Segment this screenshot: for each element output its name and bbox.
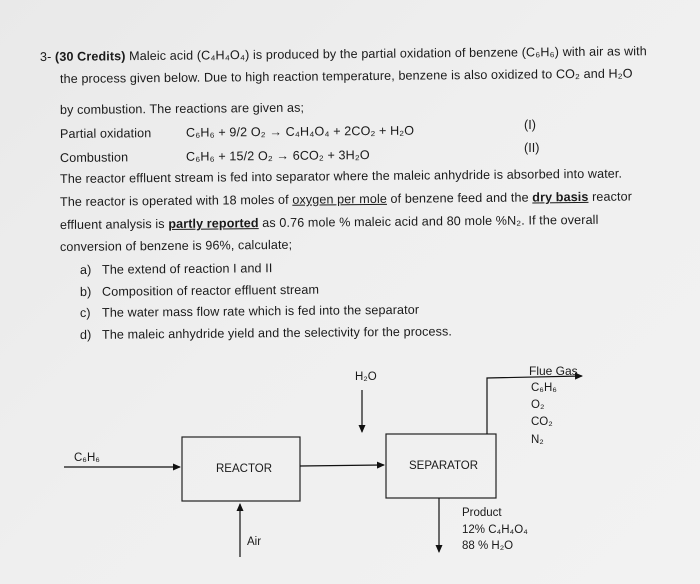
air-label: Air — [247, 536, 262, 548]
intro-text-1: Maleic acid (C₄H₄O₄) is produced by the partial oxidation of benzene (C₆H₆) with air as with — [129, 44, 647, 64]
intro-text-3: by combustion. The reactions are given as; — [59, 100, 305, 117]
separator-label: SEPARATOR — [409, 460, 479, 472]
reaction-equation: C₆H₆ + 9/2 O₂ → C₄H₄O₄ + 2CO₂ + H₂O — [185, 123, 415, 140]
para4-text: conversion of benzene is 96%, calculate; — [59, 237, 293, 254]
product-component: 88 % H₂O — [462, 540, 514, 552]
flue-gas-component: CO₂ — [531, 416, 553, 428]
item-letter: d) — [79, 327, 92, 342]
para2-underlined: oxygen per mole — [292, 191, 387, 207]
reaction-name: Partial oxidation — [59, 126, 152, 141]
flue-gas-component: N₂ — [531, 434, 544, 446]
item-letter: a) — [79, 262, 92, 277]
para3-text-a: effluent analysis is — [59, 216, 169, 232]
flue-gas-title: Flue Gas — [529, 364, 578, 378]
effluent-stream-arrow — [300, 465, 384, 466]
problem-number: 3- — [39, 49, 52, 64]
feed-label: C₆H₆ — [74, 452, 100, 464]
product-component: 12% C₄H₄O₄ — [462, 524, 528, 536]
item-text: Composition of reactor effluent stream — [101, 282, 320, 299]
para3-text-b: as 0.76 mole % maleic acid and 80 mole %N₂. If the overall — [258, 212, 599, 231]
reaction-tag: (II) — [524, 141, 540, 155]
reactor-label: REACTOR — [216, 463, 273, 475]
flue-gas-component: O₂ — [531, 399, 545, 411]
product-title: Product — [462, 507, 502, 519]
item-text: The extend of reaction I and II — [101, 261, 273, 277]
item-text: The maleic anhydride yield and the selectivity for the process. — [101, 324, 453, 342]
para2-bold: dry basis — [532, 189, 589, 205]
water-label: H₂O — [355, 371, 377, 383]
para2-text-a: The reactor is operated with 18 moles of — [59, 192, 293, 209]
item-text: The water mass flow rate which is fed into the separator — [101, 302, 420, 320]
reaction-tag: (I) — [524, 118, 536, 132]
flue-gas-component: C₆H₆ — [531, 382, 557, 394]
reaction-equation: C₆H₆ + 15/2 O₂ → 6CO₂ + 3H₂O — [185, 148, 370, 164]
para1-text: The reactor effluent stream is fed into separator where the maleic anhydride is absorbed into water. — [59, 166, 623, 186]
para3-bold: partly reported — [168, 216, 259, 231]
para2-text-b: of benzene feed and the — [386, 190, 533, 206]
intro-text-2: the process given below. Due to high reaction temperature, benzene is also oxidized to CO₂ and H₂O — [59, 66, 633, 86]
reaction-name: Combustion — [59, 150, 129, 165]
item-letter: c) — [79, 305, 91, 320]
item-letter: b) — [79, 284, 92, 299]
problem-credits: (30 Credits) — [54, 49, 126, 64]
para2-text-c: reactor — [588, 189, 633, 204]
